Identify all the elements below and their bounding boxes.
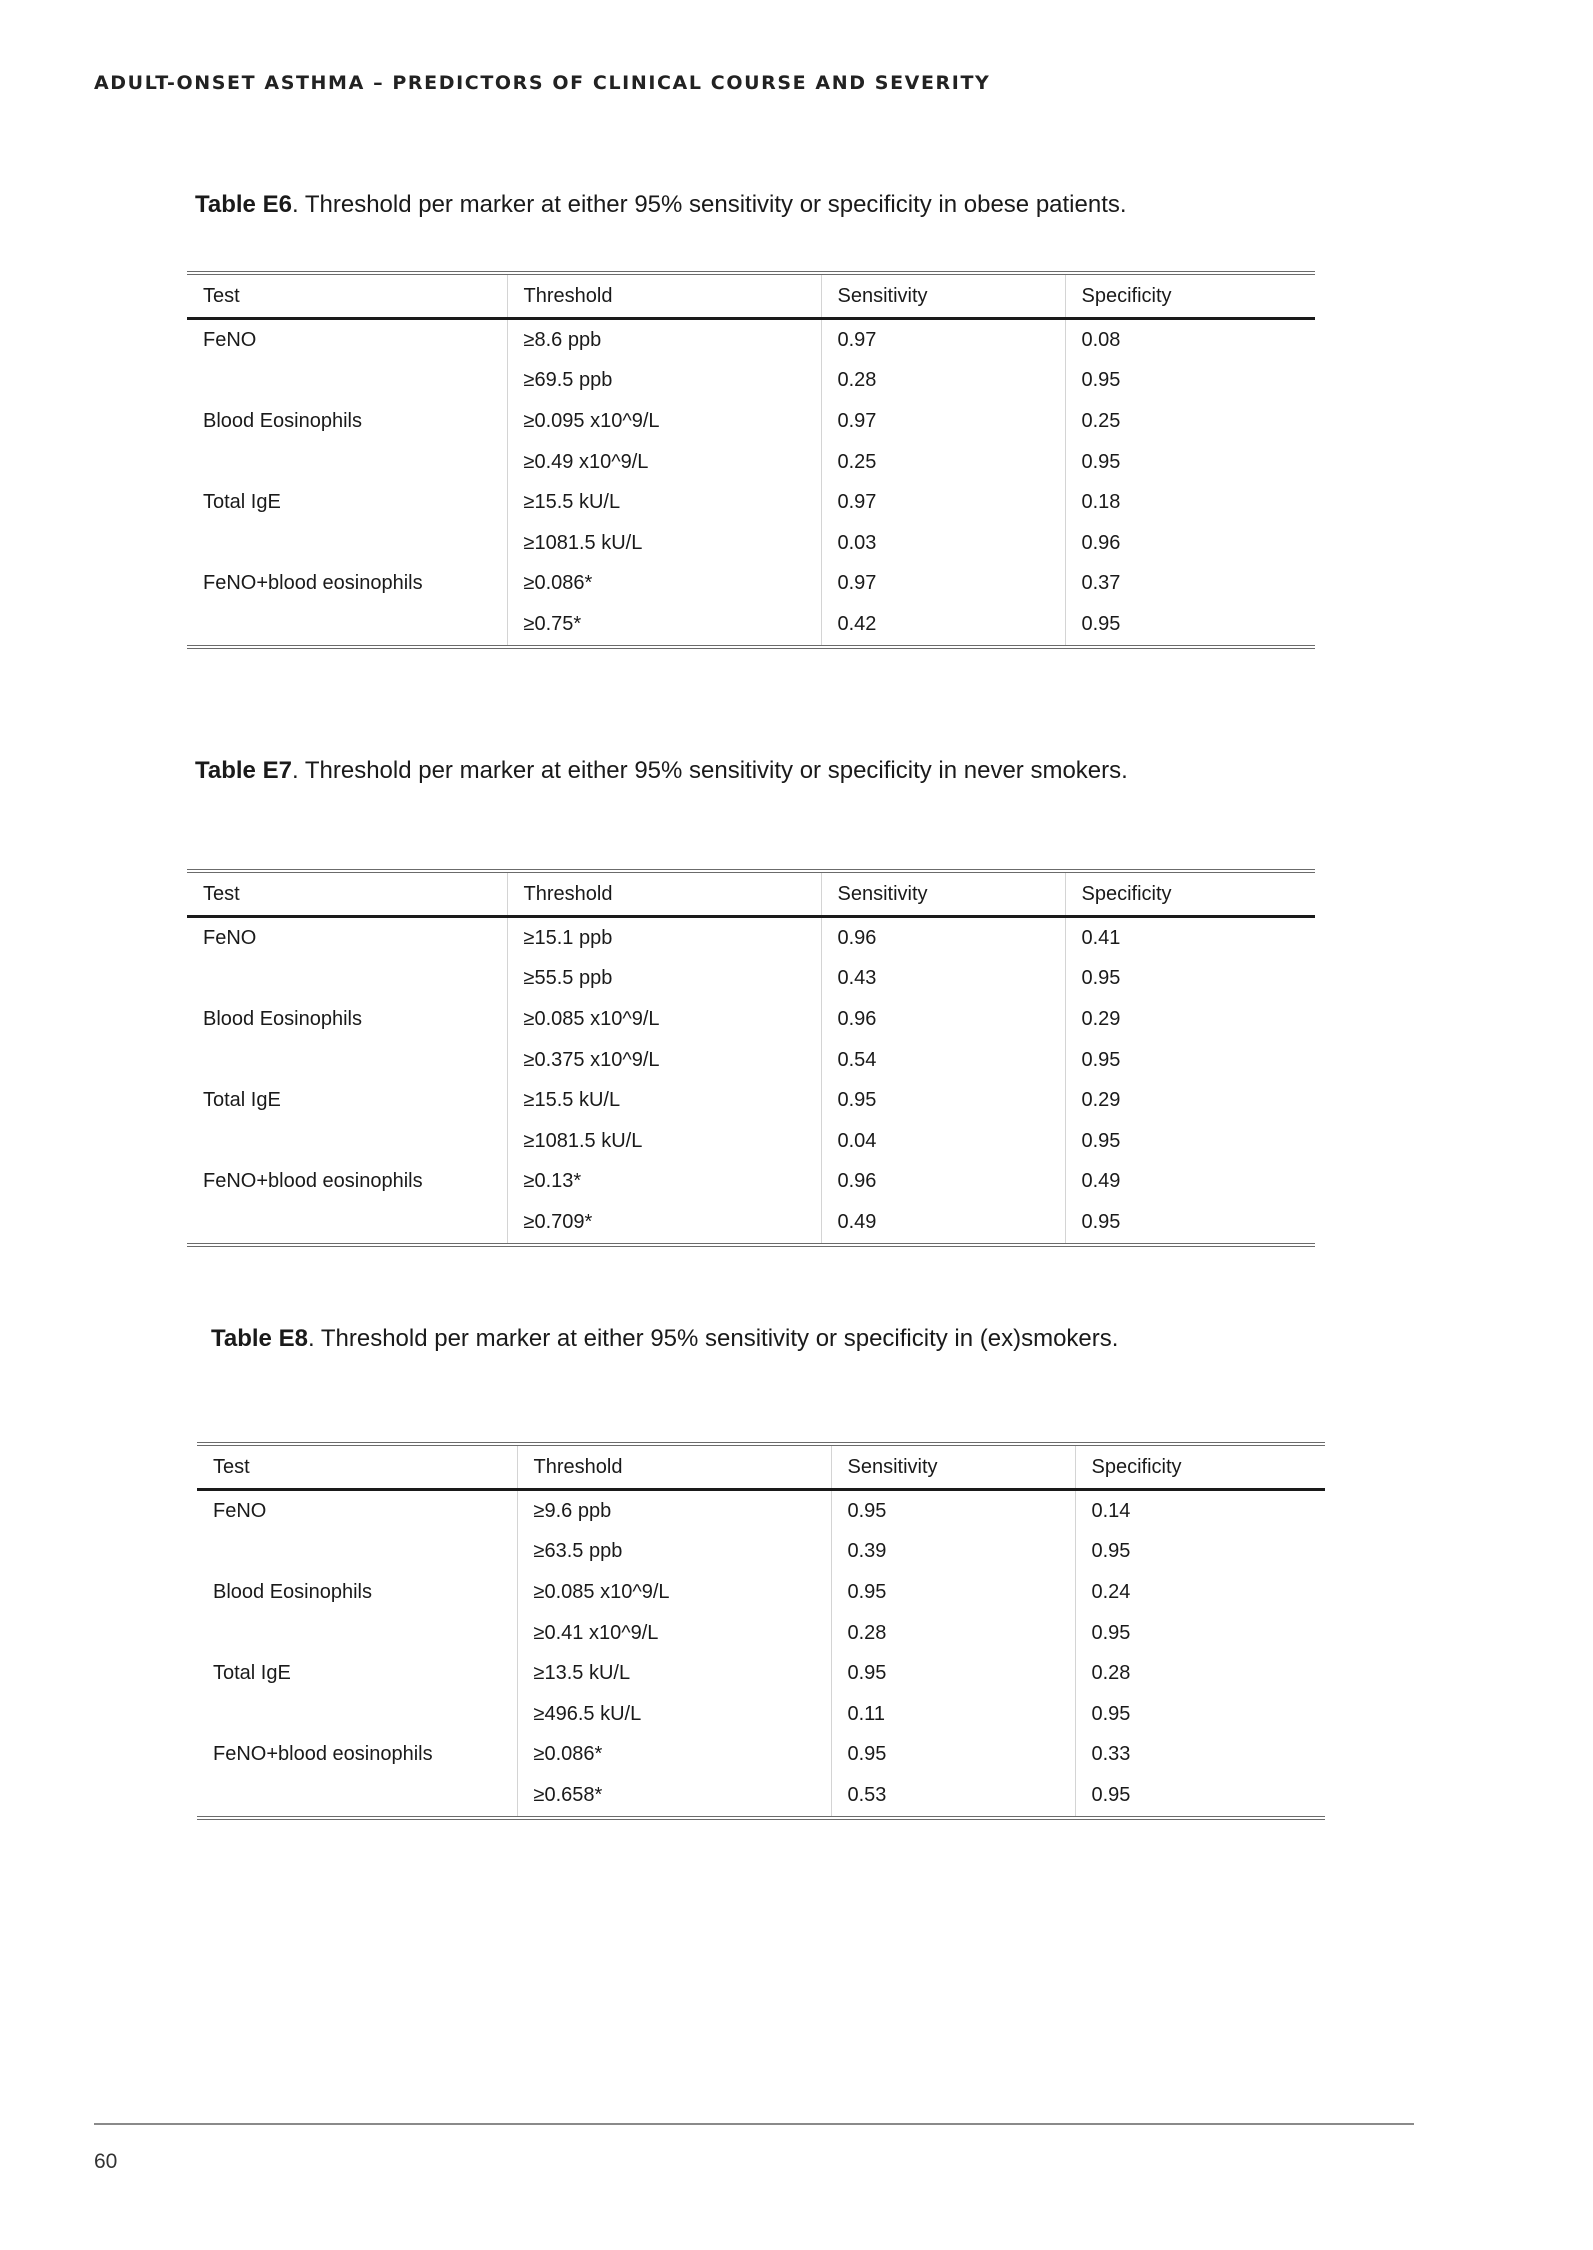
table-row [187,564,1315,605]
cell-sensitivity: 0.53 [831,1775,1075,1818]
column-header-threshold: Threshold [507,273,821,319]
cell-sensitivity: 0.25 [821,442,1065,483]
cell-sensitivity: 0.96 [821,917,1065,959]
table-header-row [187,273,1315,319]
table-header-row [187,871,1315,917]
cell-test: FeNO [187,917,507,959]
table-row [187,361,1315,402]
table-row [187,442,1315,483]
table-row [197,1653,1325,1694]
table-row [187,482,1315,523]
cell-threshold: ≥15.5 kU/L [507,1080,821,1121]
cell-specificity: 0.24 [1091,1580,1131,1603]
table-e6 [187,271,1315,649]
cell-threshold: ≥0.658* [517,1775,831,1818]
cell-specificity: 0.95 [1081,450,1121,473]
cell-test: FeNO [187,319,507,361]
cell-specificity: 0.95 [1091,1621,1131,1644]
cell-test [197,1775,517,1818]
cell-threshold: ≥1081.5 kU/L [507,523,821,564]
cell-specificity: 0.95 [1081,1210,1121,1233]
cell-specificity: 0.28 [1091,1662,1131,1685]
table-row [197,1735,1325,1776]
cell-threshold: ≥63.5 ppb [517,1532,831,1573]
cell-test: Blood Eosinophils [187,999,507,1040]
table-label: Table E7 [195,757,292,784]
cell-threshold: ≥0.085 x10^9/L [507,999,821,1040]
column-header-sensitivity: Sensitivity [831,1444,1075,1490]
cell-threshold: ≥1081.5 kU/L [507,1121,821,1162]
table-row [197,1572,1325,1613]
table-caption-e8 [211,1325,1118,1353]
cell-sensitivity: 0.28 [831,1613,1075,1654]
cell-sensitivity: 0.49 [821,1202,1065,1245]
cell-specificity: 0.95 [1091,1783,1131,1806]
cell-threshold: ≥0.49 x10^9/L [507,442,821,483]
table-row [187,959,1315,1000]
cell-specificity: 0.95 [1091,1540,1131,1563]
table-row [187,1040,1315,1081]
table-row [197,1694,1325,1735]
table-e8 [197,1442,1325,1820]
table-row [187,1080,1315,1121]
cell-test [197,1694,517,1735]
table-header-row [197,1444,1325,1490]
column-header-specificity: Specificity [1065,273,1315,319]
cell-specificity: 0.95 [1081,612,1121,635]
cell-test: Total IgE [197,1653,517,1694]
column-header-threshold: Threshold [517,1444,831,1490]
cell-sensitivity: 0.95 [821,1080,1065,1121]
table-caption-e6 [195,191,1127,219]
table-row [187,1121,1315,1162]
cell-test: Total IgE [187,482,507,523]
table-row [197,1613,1325,1654]
cell-test [187,1202,507,1245]
cell-threshold: ≥0.095 x10^9/L [507,401,821,442]
cell-test [187,1121,507,1162]
cell-specificity: 0.29 [1081,1089,1121,1112]
column-header-test: Test [187,871,507,917]
cell-test [187,361,507,402]
cell-sensitivity: 0.11 [831,1694,1075,1735]
cell-sensitivity: 0.04 [821,1121,1065,1162]
cell-threshold: ≥15.5 kU/L [507,482,821,523]
cell-specificity: 0.95 [1081,1048,1121,1071]
table-row [197,1490,1325,1532]
footer-rule [94,2123,1414,2125]
cell-sensitivity: 0.28 [821,361,1065,402]
cell-threshold: ≥15.1 ppb [507,917,821,959]
cell-specificity: 0.95 [1081,1129,1121,1152]
cell-specificity: 0.37 [1081,572,1121,595]
cell-test: Blood Eosinophils [187,401,507,442]
cell-specificity: 0.25 [1081,409,1121,432]
table-row [197,1532,1325,1573]
cell-test [187,442,507,483]
cell-threshold: ≥0.75* [507,604,821,647]
cell-threshold: ≥0.41 x10^9/L [517,1613,831,1654]
column-header-test: Test [187,273,507,319]
cell-sensitivity: 0.03 [821,523,1065,564]
cell-threshold: ≥496.5 kU/L [517,1694,831,1735]
cell-threshold: ≥0.086* [517,1735,831,1776]
table-row [187,917,1315,959]
table-label: Table E8 [211,1325,308,1352]
cell-threshold: ≥0.085 x10^9/L [517,1572,831,1613]
cell-threshold: ≥55.5 ppb [507,959,821,1000]
table-caption-e7 [195,757,1128,785]
table-row [187,999,1315,1040]
cell-test: FeNO+blood eosinophils [197,1735,517,1776]
cell-test [197,1532,517,1573]
cell-specificity: 0.95 [1081,369,1121,392]
cell-sensitivity: 0.96 [821,1162,1065,1203]
cell-threshold: ≥8.6 ppb [507,319,821,361]
column-header-specificity: Specificity [1075,1444,1325,1490]
table-row [187,604,1315,647]
cell-threshold: ≥0.375 x10^9/L [507,1040,821,1081]
cell-test: FeNO+blood eosinophils [187,564,507,605]
column-header-specificity: Specificity [1065,871,1315,917]
cell-sensitivity: 0.42 [821,604,1065,647]
cell-test [197,1613,517,1654]
cell-specificity: 0.18 [1081,491,1121,514]
cell-specificity: 0.95 [1081,967,1121,990]
cell-sensitivity: 0.97 [821,319,1065,361]
cell-sensitivity: 0.97 [821,401,1065,442]
cell-sensitivity: 0.96 [821,999,1065,1040]
cell-specificity: 0.95 [1091,1702,1131,1725]
caption-text: . Threshold per marker at either 95% sensitivity or specificity in (ex)smokers. [307,1325,1119,1352]
column-header-threshold: Threshold [507,871,821,917]
cell-sensitivity: 0.54 [821,1040,1065,1081]
table-label: Table E6 [195,191,292,218]
cell-test: Blood Eosinophils [197,1572,517,1613]
running-head: ADULT-ONSET ASTHMA – PREDICTORS OF CLINICAL COURSE AND SEVERITY [94,72,991,94]
cell-threshold: ≥0.13* [507,1162,821,1203]
cell-threshold: ≥0.086* [507,564,821,605]
table-row [187,319,1315,361]
cell-sensitivity: 0.95 [831,1572,1075,1613]
column-header-sensitivity: Sensitivity [821,273,1065,319]
cell-sensitivity: 0.39 [831,1532,1075,1573]
cell-test [187,1040,507,1081]
cell-specificity: 0.29 [1081,1007,1121,1030]
column-header-sensitivity: Sensitivity [821,871,1065,917]
cell-threshold: ≥9.6 ppb [517,1490,831,1532]
cell-sensitivity: 0.43 [821,959,1065,1000]
cell-test [187,523,507,564]
caption-text: . Threshold per marker at either 95% sensitivity or specificity in obese patients. [291,191,1127,218]
caption-text: . Threshold per marker at either 95% sensitivity or specificity in never smokers. [291,757,1128,784]
cell-threshold: ≥13.5 kU/L [517,1653,831,1694]
cell-specificity: 0.33 [1091,1743,1131,1766]
table-row [187,1162,1315,1203]
column-header-test: Test [197,1444,517,1490]
table-e7 [187,869,1315,1247]
table-row [187,523,1315,564]
cell-sensitivity: 0.95 [831,1653,1075,1694]
cell-test: Total IgE [187,1080,507,1121]
cell-specificity: 0.96 [1081,531,1121,554]
table-row [197,1775,1325,1818]
cell-specificity: 0.41 [1081,926,1121,949]
cell-test: FeNO+blood eosinophils [187,1162,507,1203]
table-row [187,1202,1315,1245]
cell-specificity: 0.14 [1091,1499,1131,1522]
cell-sensitivity: 0.97 [821,564,1065,605]
cell-threshold: ≥69.5 ppb [507,361,821,402]
table-row [187,401,1315,442]
cell-sensitivity: 0.95 [831,1735,1075,1776]
cell-threshold: ≥0.709* [507,1202,821,1245]
cell-specificity: 0.49 [1081,1170,1121,1193]
cell-test [187,604,507,647]
cell-test: FeNO [197,1490,517,1532]
cell-sensitivity: 0.95 [831,1490,1075,1532]
cell-test [187,959,507,1000]
cell-sensitivity: 0.97 [821,482,1065,523]
cell-specificity: 0.08 [1081,328,1121,351]
page-number: 60 [94,2150,118,2173]
